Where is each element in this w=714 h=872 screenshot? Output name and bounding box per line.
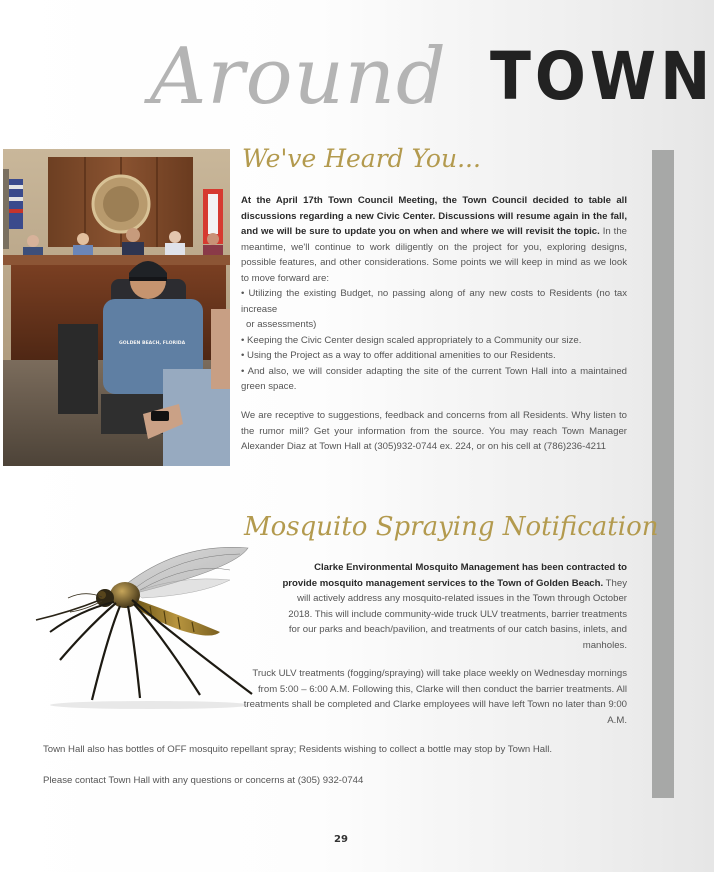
ulv-schedule-paragraph: Truck ULV treatments (fogging/spraying) will take place weekly on Wednesday mornings from 5:00 – 6:00 A.M. Following this, Clarke will then conduct the barrier treatments. All treatments shall be completed and Clarke employees will have left Town no later than 9:00 A.M. bbox=[243, 668, 627, 726]
shirt-print: GOLDEN BEACH, FLORIDA bbox=[119, 341, 186, 346]
side-accent-bar bbox=[652, 150, 674, 798]
civic-center-intro bbox=[241, 193, 627, 286]
intro-rest-text: In the meantime, we'll continue to work diligently on the project for you, exploring designs, possible features, and other considerations. Some points we will keep in mind as we look to move forward are: bbox=[241, 226, 628, 284]
heading-mosquito-spraying: Mosquito Spraying Notification bbox=[244, 512, 659, 542]
council-meeting-photo bbox=[3, 149, 230, 466]
bullet-item: • Utilizing the existing Budget, no passing along of any new costs to Residents (no tax increase bbox=[241, 288, 627, 315]
bullet-item: • Keeping the Civic Center design scaled appropriately to a Community our size. bbox=[241, 334, 582, 346]
clarke-bold-text: Clarke Environmental Mosquito Management has been contracted to provide mosquito management services to the Town of Golden Beach. bbox=[282, 562, 627, 589]
bullet-item: • And also, we will consider adapting the site of the current Town Hall into a maintained green space. bbox=[241, 365, 627, 392]
mosquito-illustration bbox=[30, 540, 262, 710]
heading-weve-heard-you: We've Heard You... bbox=[242, 144, 481, 173]
contact-town-manager-paragraph: We are receptive to suggestions, feedback and concerns from all Residents. Why listen to the rumor mill? Get your information from the source. You may reach Town Manager Alexander Diaz at Town Hall at (305)932-0744 ex. 224, or on his cell at (786)236-4211 bbox=[241, 410, 627, 452]
civic-center-article bbox=[241, 193, 627, 395]
bullet-item: or assessments) bbox=[246, 319, 317, 330]
repellant-paragraph: Town Hall also has bottles of OFF mosquito repellant spray; Residents wishing to collect a bottle may stop by Town Hall. bbox=[43, 744, 553, 755]
clarke-rest-text: They will actively address any mosquito-related issues in the Town through October 2018. This will include community-wide truck ULV treatments, barrier treatments for our parks and beach/pavilion, and treatments of our catch basins, inlets, and manholes. bbox=[288, 577, 627, 651]
intro-bold-text: At the April 17th Town Council Meeting, the Town Council decided to table all discussions regarding a new Civic Center. Discussions will resume again in the fall, and we will be sure to update you on when and where we will revisit the topic. bbox=[241, 195, 627, 237]
contact-paragraph: Please contact Town Hall with any questions or concerns at (305) 932-0744 bbox=[43, 775, 364, 786]
clarke-contract-paragraph bbox=[280, 560, 627, 653]
bullet-item: • Using the Project as a way to offer additional amenities to our Residents. bbox=[241, 350, 556, 361]
page-number: 29 bbox=[334, 834, 348, 845]
title-town: TOWN bbox=[490, 38, 714, 116]
title-around: Around bbox=[150, 32, 447, 122]
